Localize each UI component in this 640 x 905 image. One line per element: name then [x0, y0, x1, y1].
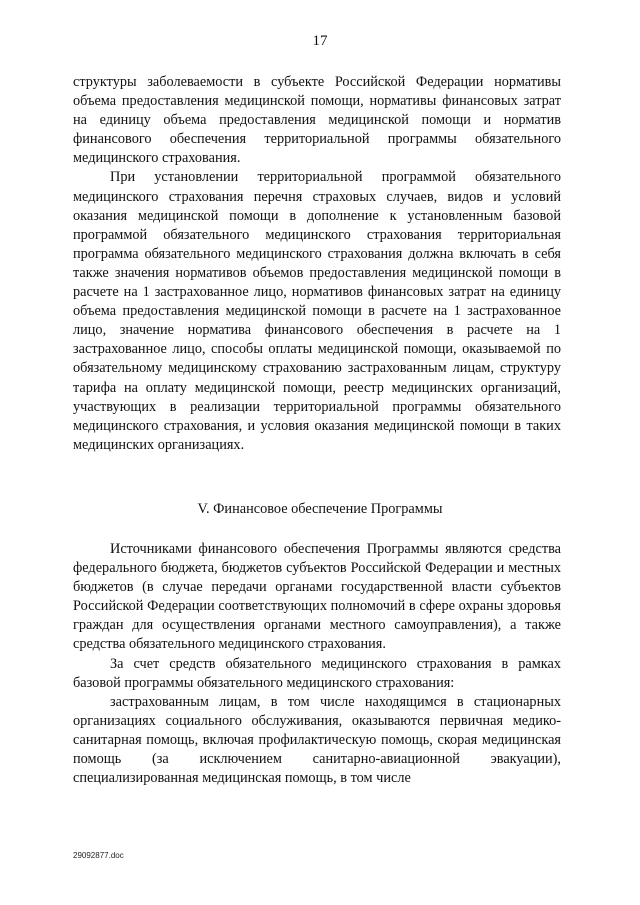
- paragraph-territorial-program: При установлении территориальной программой обязательного медицинского страхования перечня страховых случаев, видов и условий оказания медицинской помощи в дополнение к установленным базовой программой обязательного медицинского страхования территориальная программа обязательного медицинского страхования должна включать в себя также значения нормативов объемов предоставления медицинской помощи в расчете на 1 застрахованное лицо, нормативов финансовых затрат на единицу объема предоставления медицинской помощи в расчете на 1 застрахованное лицо, значение норматива финансового обеспечения в расчете на 1 застрахованное лицо, способы оплаты медицинской помощи, оказываемой по обязательному медицинскому страхованию застрахованным лицам, структуру тарифа на оплату медицинской помощи, реестр медицинских организаций, участвующих в реализации территориальной программы обязательного медицинского страхования, и условия оказания медицинской помощи в таких медицинских организациях.: [73, 169, 561, 453]
- body-text-bottom: [73, 540, 561, 788]
- paragraph-continuation: структуры заболеваемости в субъекте Российской Федерации нормативы объема предоставления медицинской помощи, нормативы финансовых затрат на единицу объема предоставления медицинской помощи и норматив финансового обеспечения территориальной программы обязательного медицинского страхования.: [73, 74, 561, 167]
- body-text-top: [73, 73, 561, 455]
- paragraph-funding-sources: Источниками финансового обеспечения Программы являются средства федерального бюджета, бюджетов субъектов Российской Федерации и местных бюджетов (в случае передачи органами государственной власти субъектов Российской Федерации соответствующих полномочий в сфере охраны здоровья граждан для осуществления органами местного самоуправления), а также средства обязательного медицинского страхования.: [73, 541, 561, 653]
- paragraph-insured-persons: застрахованным лицам, в том числе находящимся в стационарных организациях социального обслуживания, оказываются первичная медико-санитарная помощь, включая профилактическую помощь, скорая медицинская помощь (за исключением санитарно-авиационной эвакуации), специализированная медицинская помощь, в том числе: [73, 693, 561, 787]
- section-heading: V. Финансовое обеспечение Программы: [197, 501, 443, 517]
- footer-filename: 29092877.doc: [73, 851, 124, 860]
- page-number: 17: [312, 33, 328, 49]
- paragraph-oms-funding: За счет средств обязательного медицинского страхования в рамках базовой программы обязательного медицинского страхования:: [73, 655, 561, 691]
